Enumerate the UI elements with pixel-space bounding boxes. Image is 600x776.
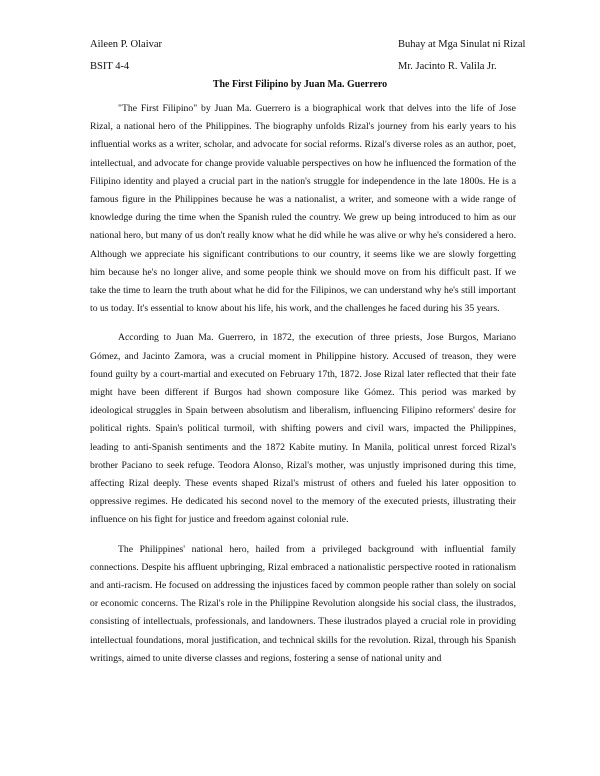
section-label: BSIT 4-4 xyxy=(90,61,130,72)
essay-title: The First Filipino by Juan Ma. Guerrero xyxy=(212,79,388,90)
essay-body xyxy=(90,100,516,679)
course-title: Buhay at Mga Sinulat ni Rizal xyxy=(398,39,526,50)
author-name: Aileen P. Olaivar xyxy=(90,39,163,50)
paragraph-3: The Philippines' national hero, hailed from a privileged background with influential family connections. Despite his affluent upbringing, Rizal embraced a nationalistic perspective rooted in rationalism and anti-racism. He focused on addressing the injustices faced by common people rather than solely on social or economic concerns. The Rizal's role in the Philippine Revolution alongside his social class, the ilustrados, consisting of intellectuals, professionals, and landowners. These ilustrados played a crucial role in providing intellectual foundations, moral justification, and technical skills for the revolution. Rizal, through his Spanish writings, aimed to unite diverse classes and regions, fostering a sense of national unity and xyxy=(90,543,516,664)
paragraph-1: "The First Filipino" by Juan Ma. Guerrero is a biographical work that delves into the life of Jose Rizal, a national hero of the Philippines. The biography unfolds Rizal's journey from his early years to his influential works as a writer, scholar, and advocate for social reforms. Rizal's diverse roles as an author, poet, intellectual, and advocate for change provide valuable perspectives on how he influenced the formation of the Filipino identity and played a crucial part in the nation's struggle for independence in the late 1800s. He is a famous figure in the Philippines because he was a nationalist, a writer, and someone with a wide range of knowledge during the time when the Spanish ruled the country. We grew up being introduced to him as our national hero, but many of us don't really know what he did while he was alive or why he's considered a hero. Although we appreciate his significant contributions to our country, it seems like we are slowly forgetting him because he's no longer alive, and some people think we should move on from his difficult past. If we take the time to learn the truth about what he did for the Filipinos, we can understand why he's still important to us today. It's essential to know about his life, his work, and the challenges he faced during his 35 years. xyxy=(90,103,516,315)
header-right xyxy=(398,34,525,78)
instructor-name: Mr. Jacinto R. Valila Jr. xyxy=(398,61,497,72)
paragraph-2: According to Juan Ma. Guerrero, in 1872, the execution of three priests, Jose Burgos, Mariano Gómez, and Jacinto Zamora, was a crucial moment in Philippine history. Accused of treason, they were found guilty by a court-martial and executed on February 17th, 1872. Jose Rizal later reflected that their fate might have been different if Burgos had shown composure like Gómez. This period was marked by ideological struggles in Spain between absolutism and liberalism, influencing Filipino reformers' desire for political rights. Spain's political turmoil, with shifting powers and civil wars, impacted the Philippines, leading to anti-Spanish sentiments and the 1872 Kabite mutiny. In Manila, political unrest forced Rizal's brother Paciano to seek refuge. Teodora Alonso, Rizal's mother, was unjustly imprisoned during this time, affecting Rizal deeply. These events shaped Rizal's mistrust of others and fueled his later opposition to oppressive regimes. He dedicated his second novel to the memory of the executed priests, illustrating their influence on his fight for justice and freedom against colonial rule. xyxy=(90,332,516,526)
header-left xyxy=(90,34,162,78)
